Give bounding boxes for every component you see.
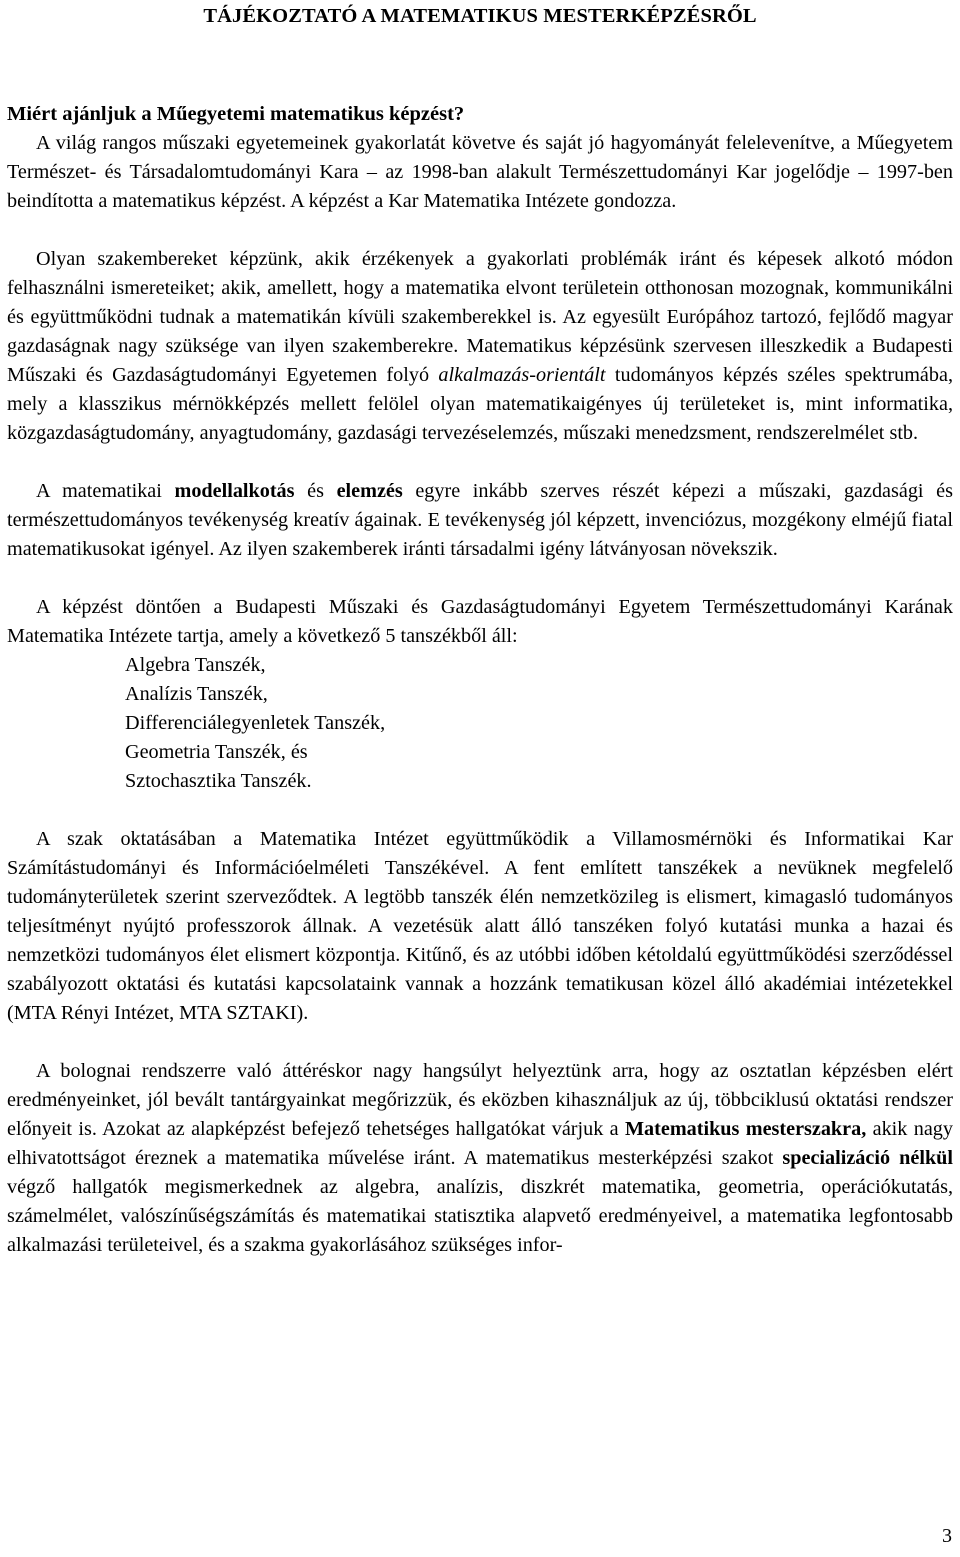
paragraph-bologna-bold-2: specializáció nélkül [782,1147,954,1169]
paragraph-modelling [7,477,953,564]
paragraph-specialists-text-b: tudományos képzés széles spektrumába, mely a klasszikus mérnökképzés mellett felölel olyan matematikaigényes új területeket is, mint informatika, közgazdaságtudomány, anyagtudomány, gazdasági tervezéselemzés, műszaki menedzsment, rendszerelmélet stb. [7,364,953,444]
department-item: Differenciálegyenletek Tanszék, [125,712,386,734]
paragraph-modelling-text-c: egyre inkább szerves részét képezi a műszaki, gazdasági és természettudományos tevékenység kreatív ágainak. E tevékenység jól képzett, invenciózus, mozgékony elméjű fiatal matematikusokat igényel. Az ilyen szakemberek iránti társadalmi igény látványosan növekszik. [7,480,953,560]
paragraph-specialists-text-a: Olyan szakembereket képzünk, akik érzékenyek a gyakorlati problémák iránt és képesek alkotó módon felhasználni ismereteiket; akik, amellett, hogy a matematika elvont területein otthonosan mozognak, kommunikálni és együttműködni tudnak a matematikán kívüli szakemberekkel is. Az egyesült Európához tartozó, fejlődő magyar gazdaságnak nagy szüksége van ilyen szakemberekre. Matematikus képzésünk szervesen illeszkedik a Budapesti Műszaki és Gazdaságtudományi Egyetemen folyó [7,248,953,386]
page-number: 3 [942,1525,952,1547]
paragraph-modelling-bold-1: modellalkotás [174,480,295,502]
department-list [7,651,953,796]
paragraph-modelling-bold-2: elemzés [336,480,403,502]
section-heading: Miért ajánljuk a Műegyetemi matematikus képzést? [7,103,465,125]
paragraph-specialists [7,245,953,448]
paragraph-bologna-bold-1: Matematikus mesterszakra, [625,1118,867,1140]
document-page [7,0,953,1260]
paragraph-bologna [7,1057,953,1260]
department-item: Analízis Tanszék, [125,683,268,705]
paragraph-modelling-text-mid: és [294,480,337,502]
paragraph-bologna-text-mid: akik nagy elhivatottságot éreznek a matematika művelése iránt. A matematikus mesterképzési szakot [7,1118,953,1169]
department-item: Sztochasztika Tanszék. [125,770,312,792]
paragraph-specialists-emphasis: alkalmazás-orientált [438,364,606,386]
paragraph-modelling-text-a: A matematikai [36,480,175,502]
department-item: Algebra Tanszék, [125,654,266,676]
document-title: TÁJÉKOZTATÓ A MATEMATIKUS MESTERKÉPZÉSRŐL [203,5,757,27]
paragraph-bologna-text-a: A bolognai rendszerre való áttéréskor nagy hangsúlyt helyeztünk arra, hogy az osztatlan képzésben elért eredményeinket, jól bevált tantárgyainkat megőrizzük, és eközben kihasználjuk az új, többciklusú oktatási rendszer előnyeit is. Azokat az alapképzést befejező tehetséges hallgatókat várjuk a [7,1060,953,1140]
paragraph-intro: A világ rangos műszaki egyetemeinek gyakorlatát követve és saját jó hagyományát felelevenítve, a Műegyetem Természet- és Társadalomtudományi Kara – az 1998-ban alakult Természettudományi Kar jogelődje – 1997-ben beindította a matematikus képzést. A képzést a Kar Matematika Intézete gondozza. [7,132,953,212]
paragraph-institute: A képzést döntően a Budapesti Műszaki és Gazdaságtudományi Egyetem Természettudományi Karának Matematika Intézete tartja, amely a következő 5 tanszékből áll: [7,596,953,647]
paragraph-cooperation: A szak oktatásában a Matematika Intézet együttműködik a Villamosmérnöki és Informatikai Kar Számítástudományi és Információelméleti Tanszékével. A fent említett tanszékek a nevüknek megfelelő tudományterületek szerint szerveződtek. A legtöbb tanszék élén nemzetközileg is elismert, kimagasló tudományos teljesítményt nyújtó professzorok állnak. A vezetésük alatt álló tanszéken folyó kutatási munka a hazai és nemzetközi tudományos élet elismert központja. Kitűnő, és az utóbbi időben kétoldalú együttműködési szerződéssel szabályozott oktatási és kutatási kapcsolataink vannak a hozzánk tematikusan közel álló akadémiai intézetekkel (MTA Rényi Intézet, MTA SZTAKI). [7,828,953,1024]
paragraph-bologna-text-c: végző hallgatók megismerkednek az algebra, analízis, diszkrét matematika, geometria, operációkutatás, számelmélet, valószínűségszámítás és matematikai statisztika alapvető eredményeivel, a matematika legfontosabb alkalmazási területeivel, és a szakma gyakorlásához szükséges infor- [7,1176,953,1256]
department-item: Geometria Tanszék, és [125,741,308,763]
